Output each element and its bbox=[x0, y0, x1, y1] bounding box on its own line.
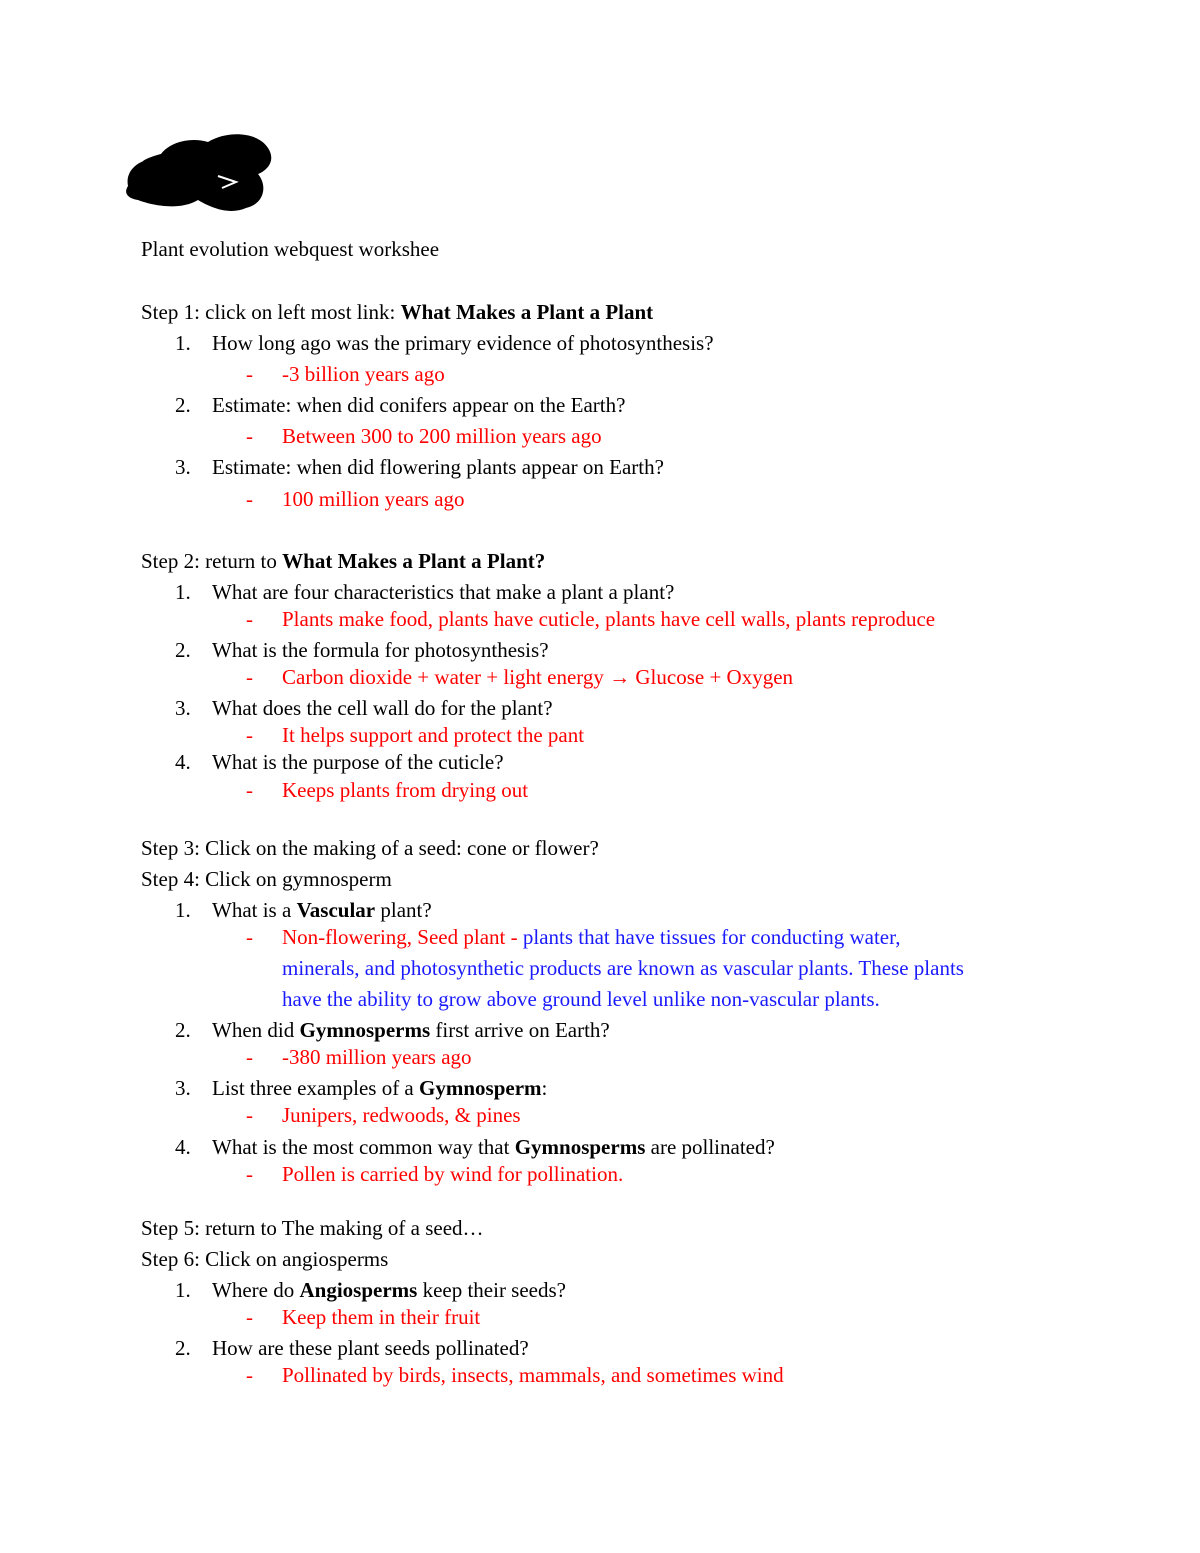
answer: - -3 billion years ago bbox=[246, 362, 445, 386]
step-2-heading bbox=[141, 548, 545, 574]
question: 2. Estimate: when did conifers appear on the Earth? bbox=[175, 393, 626, 417]
answer: - Pollinated by birds, insects, mammals, and sometimes wind bbox=[246, 1363, 784, 1387]
answer: - It helps support and protect the pant bbox=[246, 723, 585, 747]
answer: - Plants make food, plants have cuticle, plants have cell walls, plants reproduce bbox=[246, 607, 936, 631]
question: 4. What is the purpose of the cuticle? bbox=[175, 750, 504, 774]
question: 3. List three examples of a Gymnosperm: bbox=[175, 1076, 548, 1100]
answer: - Junipers, redwoods, & pines bbox=[246, 1103, 521, 1127]
step-1-link: What Makes a Plant a Plant bbox=[400, 300, 654, 324]
answer: - 100 million years ago bbox=[246, 487, 465, 511]
step-5-heading: Step 5: return to The making of a seed… bbox=[141, 1216, 484, 1240]
answer-continued: minerals, and photosynthetic products are known as vascular plants. These plants bbox=[282, 956, 964, 980]
answer: - Between 300 to 200 million years ago bbox=[246, 424, 602, 448]
answer-continued: have the ability to grow above ground level unlike non-vascular plants. bbox=[282, 987, 880, 1011]
step-1-text: Step 1: click on left most link: bbox=[141, 300, 401, 324]
redaction-scribble bbox=[118, 126, 278, 218]
question: 1. Where do Angiosperms keep their seeds? bbox=[175, 1278, 566, 1302]
question: 2. When did Gymnosperms first arrive on Earth? bbox=[175, 1018, 610, 1042]
step-4-heading: Step 4: Click on gymnosperm bbox=[141, 867, 392, 891]
question: 1. How long ago was the primary evidence of photosynthesis? bbox=[175, 331, 714, 355]
step-1-heading bbox=[141, 299, 653, 325]
step-2-text: Step 2: return to bbox=[141, 549, 283, 573]
question: 1. What are four characteristics that make a plant a plant? bbox=[175, 580, 675, 604]
step-6-heading: Step 6: Click on angiosperms bbox=[141, 1247, 389, 1271]
question: 3. Estimate: when did flowering plants appear on Earth? bbox=[175, 455, 664, 479]
question: 4. What is the most common way that Gymnosperms are pollinated? bbox=[175, 1135, 775, 1159]
question: 2. How are these plant seeds pollinated? bbox=[175, 1336, 529, 1360]
step-2-link: What Makes a Plant a Plant? bbox=[282, 549, 546, 573]
step-3-heading: Step 3: Click on the making of a seed: cone or flower? bbox=[141, 836, 599, 860]
worksheet-title: Plant evolution webquest workshee bbox=[141, 237, 440, 261]
question: 1. What is a Vascular plant? bbox=[175, 898, 432, 922]
question: 2. What is the formula for photosynthesis? bbox=[175, 638, 549, 662]
answer: - Keep them in their fruit bbox=[246, 1305, 481, 1329]
answer: - Pollen is carried by wind for pollination. bbox=[246, 1162, 624, 1186]
answer: - -380 million years ago bbox=[246, 1045, 472, 1069]
answer: - Keeps plants from drying out bbox=[246, 778, 529, 802]
answer: - Carbon dioxide + water + light energy → Glucose + Oxygen bbox=[246, 665, 794, 689]
answer: - Non-flowering, Seed plant - plants that have tissues for conducting water, bbox=[246, 925, 901, 949]
question: 3. What does the cell wall do for the plant? bbox=[175, 696, 553, 720]
